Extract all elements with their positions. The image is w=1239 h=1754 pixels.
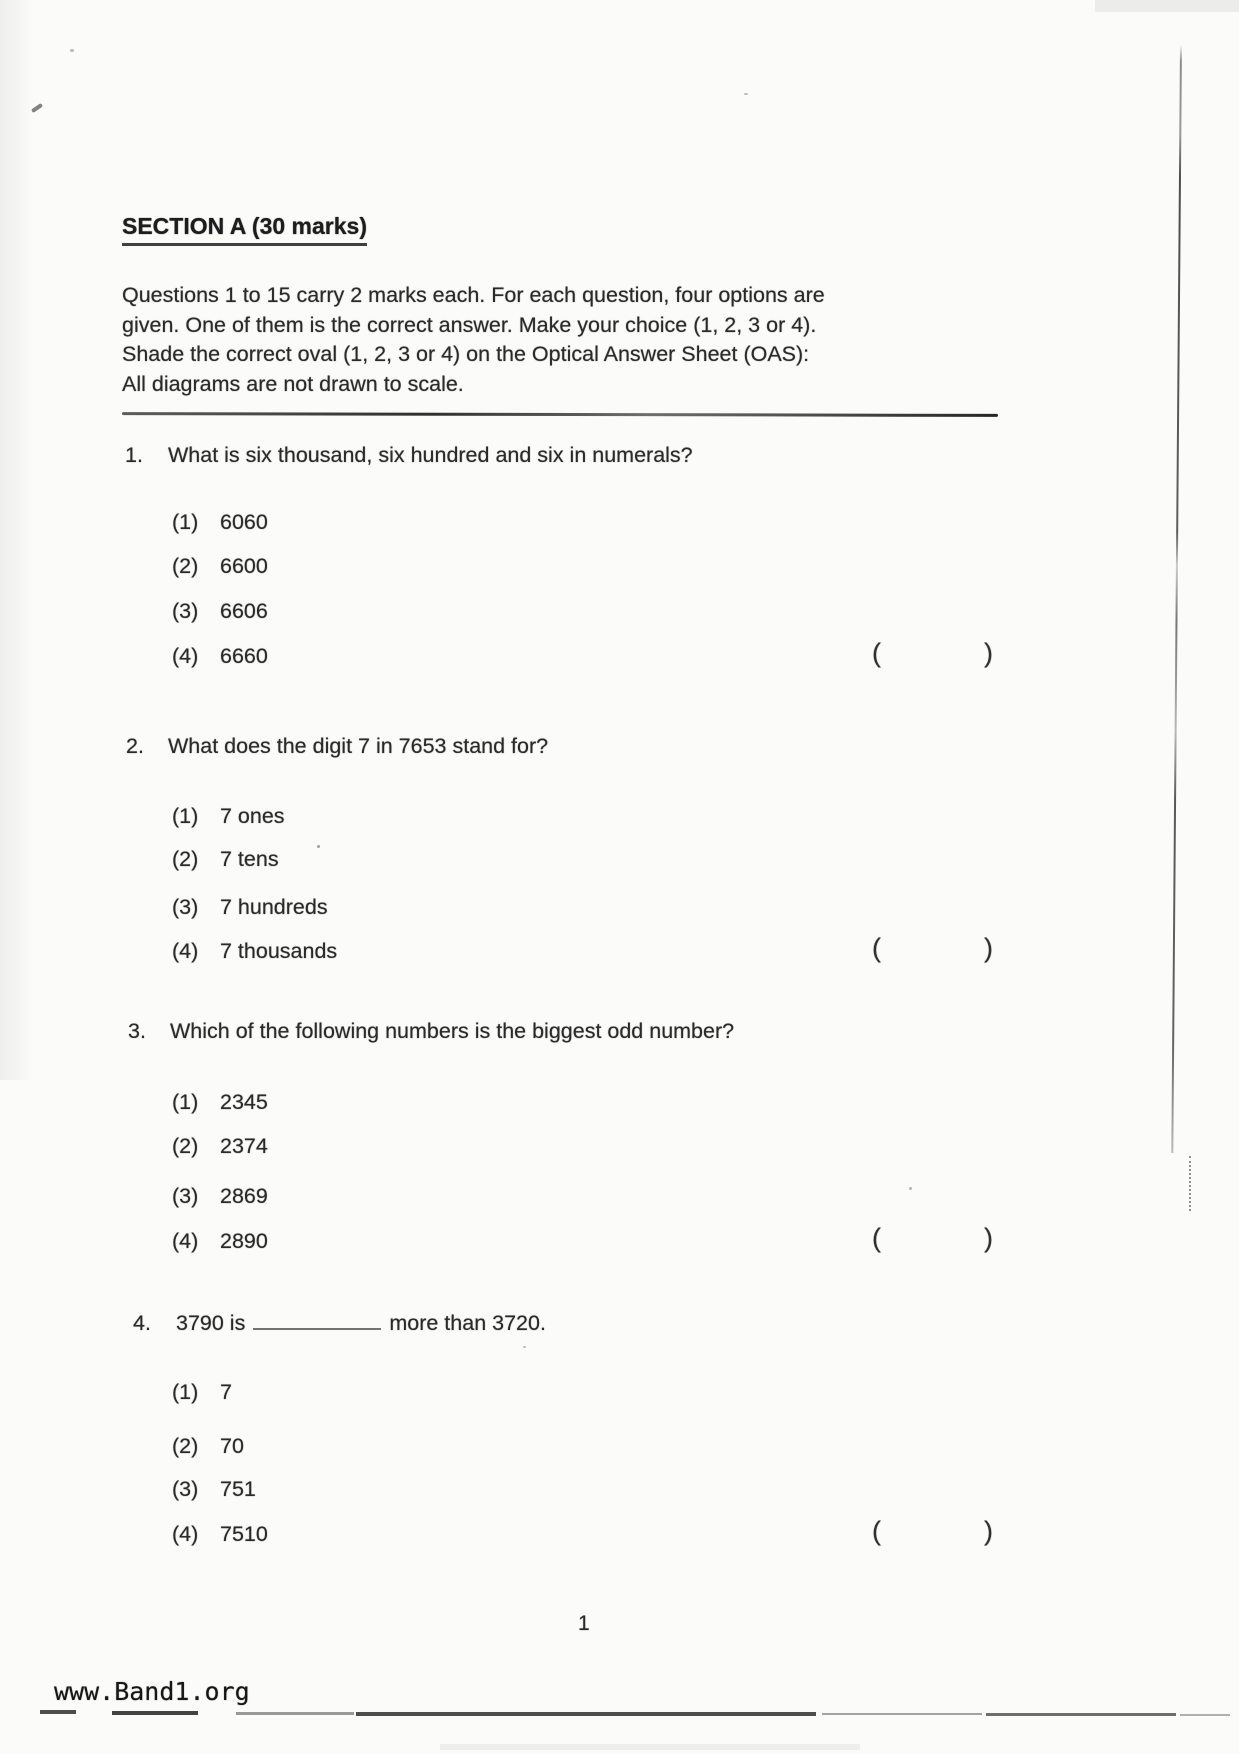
option-label: (1) [172,1380,199,1404]
scan-smudge [440,1744,860,1750]
scan-vertical-line [1171,45,1182,1153]
section-title: SECTION A (30 marks) [122,212,367,246]
scan-speck [909,1187,912,1190]
scan-speck [70,49,74,52]
option-label: (4) [172,644,199,668]
answer-bracket-open: ( [872,1223,881,1253]
answer-bracket-close: ) [984,638,993,668]
answer-bracket-close: ) [984,933,993,963]
instructions-line: given. One of them is the correct answer. Make your choice (1, 2, 3 or 4). [122,313,817,337]
option-label: (4) [172,939,199,963]
question-text-after-blank: more than 3720. [389,1311,546,1335]
instructions-line: All diagrams are not drawn to scale. [122,372,464,396]
footer-line [112,1711,198,1715]
question-number: 1. [125,443,143,467]
option-label: (2) [172,847,199,871]
option-label: (1) [172,1090,199,1114]
question-text [176,1309,546,1337]
footer-line [986,1713,1176,1716]
option-label: (1) [172,804,199,828]
page-number: 1 [578,1612,590,1635]
answer-bracket-open: ( [872,638,881,668]
question-number: 4. [133,1311,151,1335]
scan-edge-shadow [0,0,34,1080]
footer-line [822,1713,982,1715]
footer-line [40,1710,76,1714]
question-number: 3. [128,1019,146,1043]
option-label: (3) [172,895,199,919]
answer-bracket-close: ) [984,1516,993,1546]
question-number: 2. [126,734,144,758]
instructions-line: Shade the correct oval (1, 2, 3 or 4) on the Optical Answer Sheet (OAS): [122,342,810,366]
question-text: Which of the following numbers is the biggest odd number? [170,1019,735,1043]
option-label: (3) [172,1477,199,1501]
option-value: 7510 [220,1522,268,1546]
option-value: 751 [220,1477,256,1501]
option-value: 2345 [220,1090,268,1114]
option-value: 7 hundreds [220,895,328,919]
question-text-before-blank: 3790 is [176,1311,246,1335]
footer-line [1180,1714,1230,1716]
footer-line [356,1712,816,1716]
option-value: 7 thousands [220,939,338,963]
option-value: 6060 [220,510,268,534]
option-value: 7 tens [220,847,279,871]
option-label: (3) [172,1184,199,1208]
option-value: 2890 [220,1229,268,1253]
option-label: (4) [172,1522,199,1546]
question-text: What does the digit 7 in 7653 stand for? [168,734,549,758]
option-value: 6600 [220,554,268,578]
footer-url: www.Band1.org [54,1677,250,1706]
scan-speck [523,1346,526,1348]
footer-line [236,1712,354,1715]
option-value: 2374 [220,1134,268,1158]
option-value: 7 [220,1380,232,1404]
option-label: (4) [172,1229,199,1253]
section-divider [122,412,998,417]
option-value: 6606 [220,599,268,623]
option-label: (2) [172,1134,199,1158]
scan-vertical-line-tail [1189,1156,1191,1211]
scan-speck [744,93,748,95]
option-label: (1) [172,510,199,534]
option-label: (2) [172,1434,199,1458]
answer-bracket-open: ( [872,933,881,963]
instructions-line: Questions 1 to 15 carry 2 marks each. For each question, four options are [122,283,825,307]
option-value: 70 [220,1434,244,1458]
option-label: (2) [172,554,199,578]
option-value: 6660 [220,644,268,668]
answer-bracket-close: ) [984,1223,993,1253]
answer-bracket-open: ( [872,1516,881,1546]
question-text: What is six thousand, six hundred and six in numerals? [168,443,693,467]
option-value: 7 ones [220,804,285,828]
option-value: 2869 [220,1184,268,1208]
scan-speck [317,845,320,848]
option-label: (3) [172,599,199,623]
answer-blank [253,1312,381,1330]
scan-smudge [1095,0,1239,12]
